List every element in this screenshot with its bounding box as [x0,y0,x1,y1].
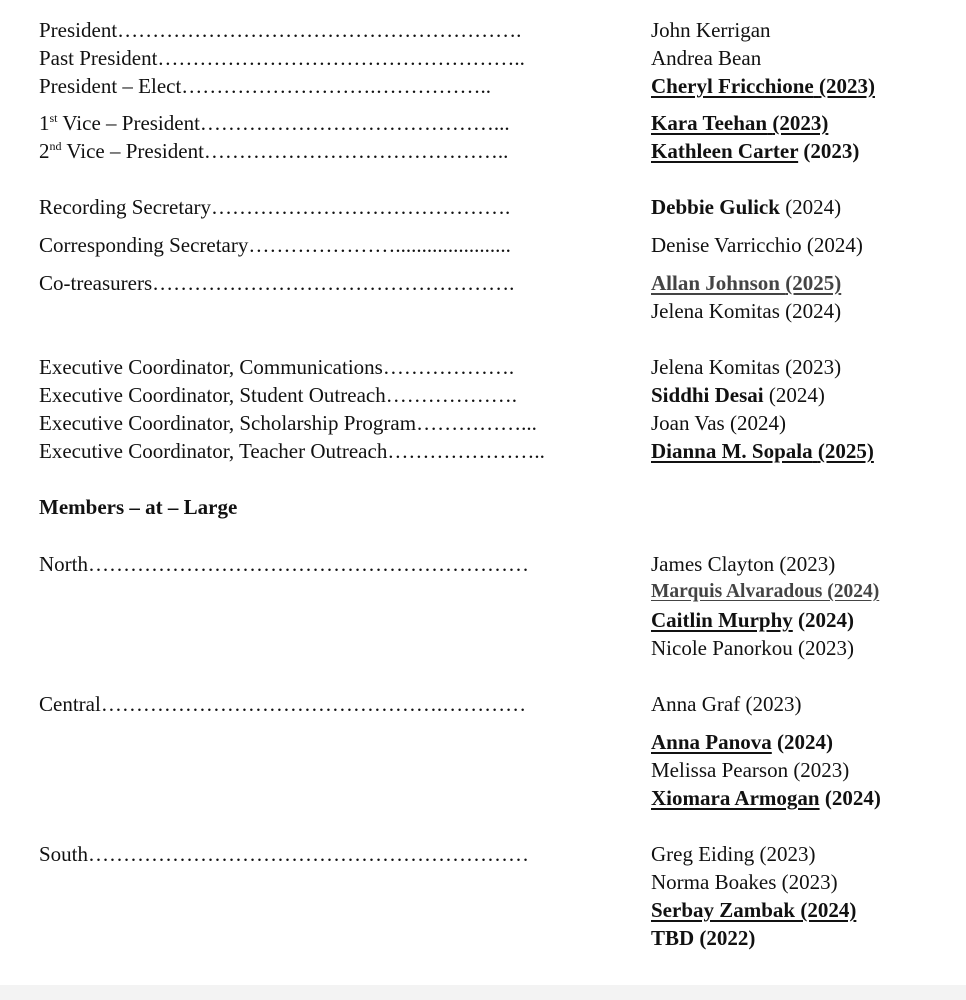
officer-name: Denise Varricchio (2024) [651,233,863,257]
role-label: Executive Coordinator, Student Outreach………………. [39,383,517,407]
role-label: Executive Coordinator, Teacher Outreach………………….. [39,439,545,463]
officer-name: John Kerrigan [651,18,771,42]
member-row [0,756,966,784]
officer-row-exec-student-outreach [0,381,966,409]
member-row [0,896,966,924]
officer-row-co-treasurers [0,269,966,297]
officer-row-president-elect [0,72,966,100]
member-name: Greg Eiding (2023) [651,842,816,866]
officer-row-president [0,16,966,44]
officer-name: Joan Vas (2024) [651,411,786,435]
member-row [0,606,966,634]
officer-name: Allan Johnson (2025) [651,271,842,295]
member-name: James Clayton (2023) [651,552,836,576]
page-bottom-bar [0,985,966,1000]
officer-row-exec-communications [0,353,966,381]
member-name: Anna Panova (2024) [651,730,834,754]
member-name: Melissa Pearson (2023) [651,758,850,782]
role-label: 2nd Vice – President…………………………………….. [39,139,509,163]
officer-row-2nd-vice-president [0,137,966,165]
officer-row-1st-vice-president [0,109,966,137]
member-name: Anna Graf (2023) [651,692,802,716]
role-label: Executive Coordinator, Scholarship Program……………... [39,411,537,435]
officer-name: Debbie Gulick (2024) [651,195,842,219]
region-label: North……………………………………………………… [39,552,529,576]
member-name: Marquis Alvaradous (2024) [651,581,880,602]
member-name: Serbay Zambak (2024) [651,898,857,922]
role-label: President – Elect……………………….…………….. [39,74,492,98]
member-row [0,924,966,952]
officer-name: Cheryl Fricchione (2023) [651,74,875,98]
member-row [0,868,966,896]
region-row-central [0,690,966,718]
role-label: 1st Vice – President……………………………………... [39,111,510,135]
member-row [0,634,966,662]
region-row-north [0,550,966,578]
officer-row-exec-scholarship [0,409,966,437]
member-row [0,784,966,812]
role-label: Corresponding Secretary…………………...................... [39,233,511,257]
officer-row-exec-teacher-outreach [0,437,966,465]
region-row-south [0,840,966,868]
members-at-large-heading: Members – at – Large [39,495,238,519]
officer-name: Andrea Bean [651,46,762,70]
officer-name: Jelena Komitas (2023) [651,355,842,379]
officer-row-corresponding-secretary [0,231,966,259]
member-row [0,578,966,606]
officer-row-recording-secretary [0,193,966,221]
officer-name: Siddhi Desai (2024) [651,383,825,407]
officer-row-past-president [0,44,966,72]
member-name: Xiomara Armogan (2024) [651,786,881,810]
member-name: Caitlin Murphy (2024) [651,608,855,632]
member-name: Norma Boakes (2023) [651,870,838,894]
region-label: Central………………………………………….………… [39,692,527,716]
member-name: TBD (2022) [651,926,756,950]
role-label: Executive Coordinator, Communications………………. [39,355,515,379]
officer-name: Kara Teehan (2023) [651,111,829,135]
role-label: Co-treasurers……………………………………………. [39,271,515,295]
member-row [0,728,966,756]
role-label: Past President…………………………………………….. [39,46,525,70]
region-label: South……………………………………………………… [39,842,530,866]
officer-row-co-treasurer-2 [0,297,966,325]
officer-name: Kathleen Carter (2023) [651,139,860,163]
officer-name: Jelena Komitas (2024) [651,299,842,323]
member-name: Nicole Panorkou (2023) [651,636,854,660]
officer-name: Dianna M. Sopala (2025) [651,439,874,463]
role-label: Recording Secretary……………………………………. [39,195,511,219]
role-label: President…………………………………………………. [39,18,522,42]
